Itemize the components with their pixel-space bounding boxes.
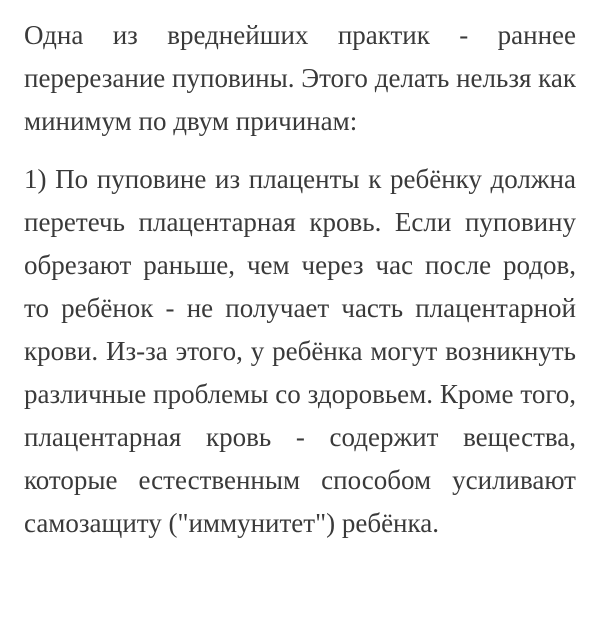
intro-paragraph: Одна из вреднейших практик - раннее перерезание пуповины. Этого делать нельзя как минимум по двум причинам:	[24, 20, 576, 136]
article-body	[24, 14, 576, 545]
reason-one-paragraph: 1) По пуповине из плаценты к ребёнку должна перетечь плацентарная кровь. Если пуповину обрезают раньше, чем через час после родов, то ребёнок - не получает часть плацентарной крови. Из-за этого, у ребёнка могут возникнуть различные проблемы со здоровьем. Кроме того, плацентарная кровь - содержит вещества, которые естественным способом усиливают самозащиту ("иммунитет") ребёнка.	[24, 164, 576, 538]
